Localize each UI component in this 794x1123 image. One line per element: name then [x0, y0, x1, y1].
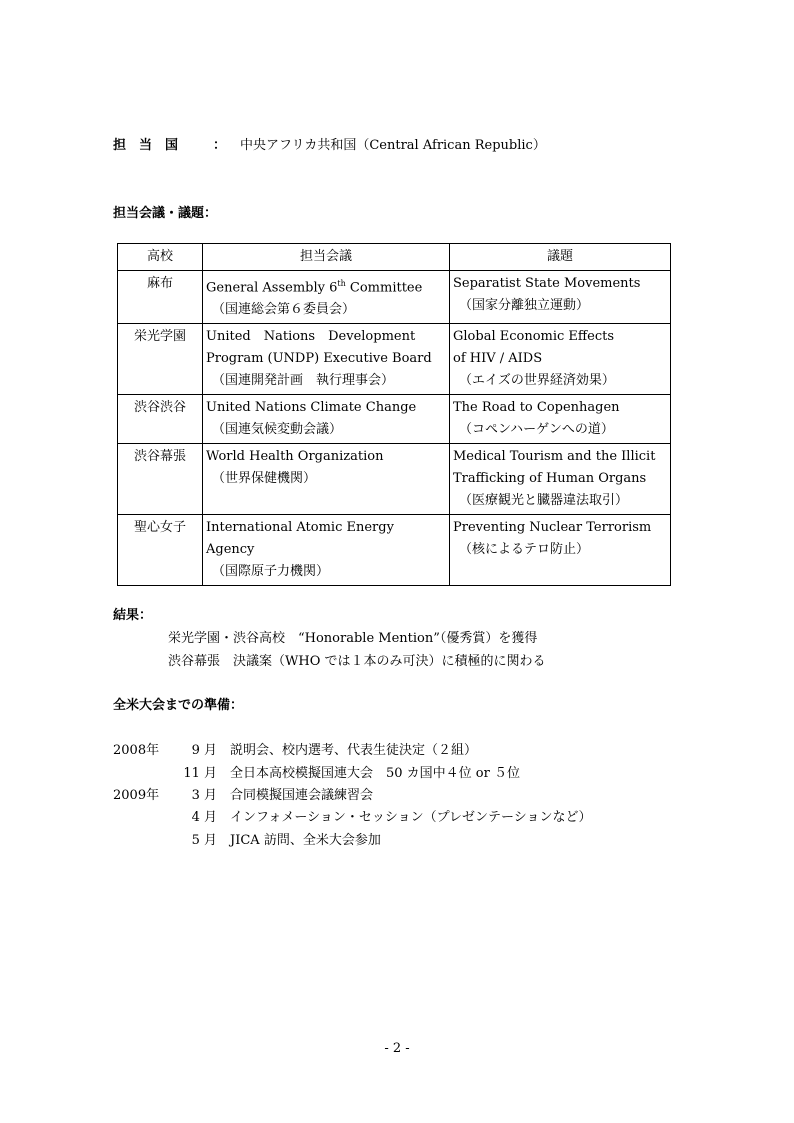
- table-header-row: [118, 244, 671, 271]
- topic-en: Global Economic Effects: [453, 329, 615, 345]
- conference-jp: （国連開発計画 執行理事会）: [212, 373, 395, 389]
- schedule-month: 11 月: [183, 766, 217, 781]
- schedule-month: 9 月: [191, 743, 217, 758]
- topic-en: Separatist State Movements: [453, 276, 641, 291]
- school-cell: 渋谷幕張: [118, 444, 203, 515]
- conference-en: International Atomic Energy Agency: [206, 520, 394, 558]
- topic-jp: （国家分離独立運動）: [459, 298, 590, 313]
- topic-jp: （エイズの世界経済効果）: [459, 373, 615, 389]
- schedule-month: 5 月: [191, 833, 217, 848]
- meetings-table: [117, 243, 671, 586]
- topic-cell: [450, 515, 671, 586]
- conference-en: General Assembly 6th Committee: [206, 279, 423, 296]
- conference-en: World Health Organization: [206, 449, 384, 465]
- meetings-heading: 担当会議・議題：: [113, 206, 218, 221]
- topic-en: The Road to Copenhagen: [453, 400, 620, 416]
- school-cell: 麻布: [118, 271, 203, 324]
- table-row: [118, 444, 671, 515]
- topic-jp: （コペンハーゲンへの道）: [459, 422, 614, 438]
- school-cell: 渋谷渋谷: [118, 395, 203, 444]
- topic-en: Medical Tourism and the Illicit: [453, 449, 656, 465]
- conference-jp: （国際原子力機関）: [212, 564, 330, 580]
- country-label: 担 当 国: [113, 138, 179, 153]
- conference-cell: [203, 324, 450, 395]
- conference-en: Program (UNDP) Executive Board: [206, 351, 432, 367]
- topic-en: of HIV / AIDS: [453, 351, 543, 367]
- conference-cell: [203, 515, 450, 586]
- schedule-year: 2008年: [113, 743, 160, 758]
- conference-cell: [203, 444, 450, 515]
- header-conference: 担当会議: [203, 244, 450, 271]
- topic-cell: [450, 444, 671, 515]
- conference-cell: [203, 271, 450, 324]
- topic-cell: [450, 271, 671, 324]
- topic-jp: （核によるテロ防止）: [459, 542, 590, 558]
- schedule-text: 説明会、校内選考、代表生徒決定（２組）: [230, 743, 478, 758]
- schedule-text: インフォメーション・セッション（プレゼンテーションなど）: [230, 810, 592, 825]
- country-value: 中央アフリカ共和国（Central African Republic）: [240, 138, 546, 153]
- schedule-text: 合同模擬国連会議練習会: [230, 788, 374, 803]
- table-row: [118, 271, 671, 324]
- schedule-text: JICA 訪問、全米大会参加: [230, 833, 381, 848]
- topic-cell: [450, 395, 671, 444]
- conference-jp: （国連総会第６委員会）: [212, 302, 356, 318]
- schedule-text: 全日本高校模擬国連大会 50 カ国中４位 or ５位: [230, 766, 520, 781]
- table-row: [118, 324, 671, 395]
- schedule-year: 2009年: [113, 788, 160, 803]
- school-cell: 聖心女子: [118, 515, 203, 586]
- table-row: [118, 395, 671, 444]
- conference-en: United Nations Development: [206, 329, 416, 345]
- table-row: [118, 515, 671, 586]
- results-heading: 結果：: [113, 608, 153, 623]
- conference-jp: （国連気候変動会議）: [212, 422, 343, 438]
- schedule-month: 4 月: [191, 810, 217, 825]
- topic-jp: （医療観光と臓器違法取引）: [459, 493, 629, 509]
- conference-cell: [203, 395, 450, 444]
- page-number: - 2 -: [384, 1041, 410, 1056]
- schedule-month: 3 月: [191, 788, 217, 803]
- conference-en: United Nations Climate Change: [206, 400, 417, 416]
- header-topic: 議題: [450, 244, 671, 271]
- country-colon: ：: [213, 138, 227, 153]
- prep-heading: 全米大会までの準備：: [113, 698, 244, 713]
- topic-cell: [450, 324, 671, 395]
- topic-en: Preventing Nuclear Terrorism: [453, 520, 652, 536]
- topic-en: Trafficking of Human Organs: [453, 471, 647, 487]
- header-school: 高校: [118, 244, 203, 271]
- results-line: 栄光学園・渋谷高校 “Honorable Mention”（優秀賞）を獲得: [168, 631, 538, 646]
- results-line: 渋谷幕張 決議案（WHO では１本のみ可決）に積極的に関わる: [168, 654, 546, 669]
- conference-jp: （世界保健機関）: [212, 471, 317, 487]
- school-cell: 栄光学園: [118, 324, 203, 395]
